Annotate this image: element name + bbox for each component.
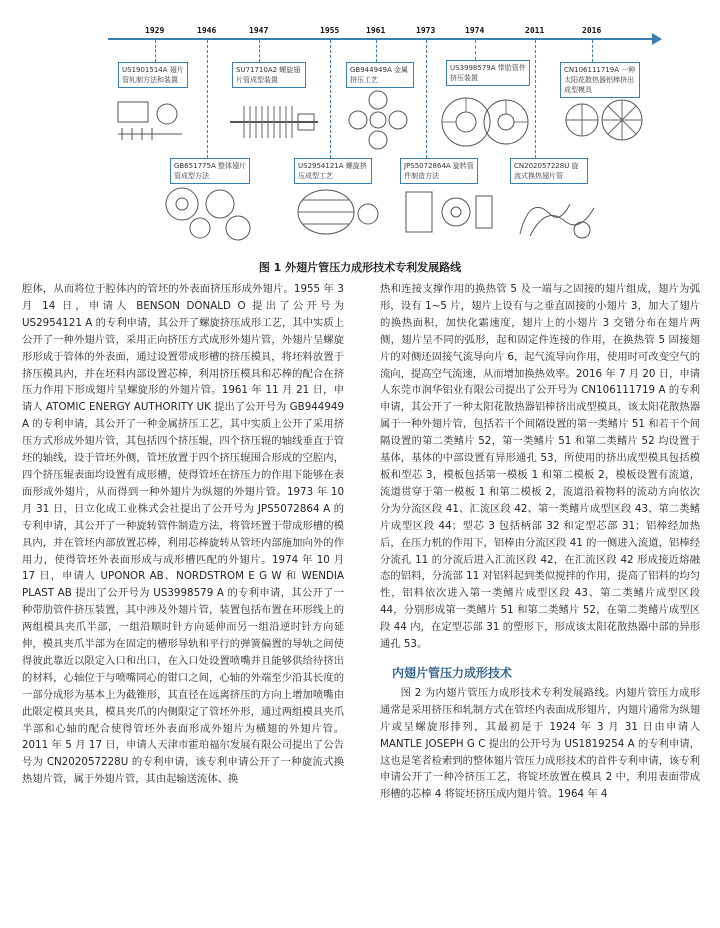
section-heading: 内翅片管压力成形技术 [392, 665, 513, 680]
patent-drawing-1947 [226, 92, 322, 152]
patent-box-2016: CN106111719A 一种太阳花散热器铝棒挤出成型模具 [560, 62, 640, 98]
connector-line [535, 40, 537, 158]
body-paragraph: 热和连接支撑作用的换热管 5 及一端与之固接的翅片组成，翅片为弧形，设有 1~5 片，翅片上设有与之垂直固接的小翅片 3，加大了翅片的换热面积，加快化霜速度，翅片上的小翅片 3 交错分布在翅片两侧，翅片呈不同的弧形，起和固定件连接的作用，在换热管 5 固接翅片的对侧还固接气流导向片 6，起气流导向作用，使用时可改变空气的流向，提高空气流速，从而增加换热效率。2016 年 7 月 20 日，申请人东莞市润华铝业有限公司提出了公开号为 CN106111719 A 的专利申请，其公开了一种太阳花散热器铝棒挤出成型模具，该太阳花散热器属于一种外翅片管，包括若干个间隔设置的第一类鳍片 51 和若干个间隔设置的第二类鳍片 52，第一类鳍片 51 和第二类鳍片 52 均设置于基体，基体的中部设置有异形通孔 53，所使用的挤出成型模具包括模板和型芯 3，模板包括第一模板 1 和第二模板 2，模板设置有流道，流道贯穿于第一模板 1 和第二模板 2，流道沿着物料的流动方向依次分为分流区段 41、汇流区段 42、第一类鳍片成型区段 43、第二类鳍片成型区段 44；型芯 3 包括柄部 32 和定型芯部 31；铝棒经加热后，在压力机的作用下，铝棒由分流区段 41 的一侧进入流道，铝棒经分流孔 11 的分流后进入汇流区段 42，在汇流区段 42 形成接近熔融态的铝料，分流部 11 对铝料起到类似搅拌的作用，提高了铝料的均匀性，铝料依次进入第一类鳍片成型区段 43、第二类鳍片成型区段 44，分别形成第一类鳍片 51 和第二类鳍片 52，在第二类鳍片成型区段 44 内，在定型芯部 31 的塑形下，形成该太阳花散热器中部的异形通孔 53。 [380, 283, 700, 651]
figure-caption: 图 1 外翅片管压力成形技术专利发展路线 [258, 261, 462, 274]
patent-box-1929: US1901514A 翅片管轧制方法和装置 [118, 62, 188, 88]
connector-line [259, 40, 261, 62]
connector-line [155, 40, 157, 62]
body-paragraph: 腔体，从而将位于腔体内的管坯的外表面挤压形成外翅片。1955 年 3 月 14 日，申请人 BENSON DONALD O 提出了公开号为 US2954121 A 的专利申请，其公开了螺旋挤压成形工艺，其中实质上公开了一种外翅片管，采用正向挤压方式成形外翅片管，外翅片呈螺旋形形成于管体的外表面，通过设置带成形槽的挤压模具，将坯料放置于挤压模具内，并在坯料内部设置芯棒，利用挤压模具和芯棒的配合在挤压力作用下形成翅片呈螺旋形的外翅片管。1961 年 11 月 21 日，申请人 ATOMIC ENERGY AUTHORITY UK 提出了公开号为 GB944949 A 的专利申请，其公开了一种金属挤压工艺，其中实质上公开了采用挤压方式形成外翅片管，其包括四个挤压辊，四个挤压辊的轴线垂直于管坯的轴线，设于管坯外侧，管坯放置于四个挤压辊围合形成的空腔内，四个挤压辊表面均设置有成形槽，使得管坯在挤压力的作用下能够在表面形成外翅片，从而得到一种外翅片为纵翅的外翅片管。1973 年 10 月 31 日，日立化成工业株式会社提出了公开号为 JPS5072864 A 的专利申请，其公开了一种旋转管件制造方法，将管坯置于带成形槽的模具内，并在管坯内部放置芯棒，利用芯棒旋转从管坯内部施加向外的作用力，使得管坯外表面形成与成形槽匹配的外翅片。1974 年 10 月 17 日，申请人 UPONOR AB、NORDSTROM E G W 和 WENDIA PLAST AB 提出了公开号为 US3998579 A 的专利申请，其公开了一种带肋管件挤压装置，其中涉及外翅片管，装置包括布置在环形线上的两组模具夹爪半部，一组沿顺时针方向延伸而另一组沿逆时针方向延伸，模具夹爪半部为在固定的槽形导轨和平行的弹簧偏置的导轨之间使得彼此靠近以限定入口和出口，在入口处设置喷嘴并且能够供给待挤出的材料，心轴位于与喷嘴同心的钳口之间，心轴的外端至少沿其长度的一部分成形为基本上为截锥形，其直径在远离挤压的方向上增加喷嘴由此限定模具夹具，模具夹爪的内侧限定了管坯外形，通过两组模具夹爪半部和心轴的配合使得管坯外表面形成外翅片为横翅的外翅片管。2011 年 5 月 17 日，申请人天津市霍珀福尔发展有限公司提出了公告号为 CN202057228U 的专利申请，该专利申请公开了一种旋流式换热翅片管，属于外翅片管，其由起输送流体、换 [22, 283, 344, 786]
connector-line [376, 40, 378, 62]
patent-drawing-2011 [510, 184, 606, 246]
patent-box-1974: US3998579A 带肋管件挤压装置 [446, 60, 530, 86]
patent-box-1947: SU71710A2 螺旋翅片管成型装置 [232, 62, 306, 88]
patent-route-figure [0, 0, 720, 280]
patent-drawing-2016 [560, 88, 646, 154]
year-label: 1961 [366, 26, 386, 35]
year-label: 1929 [145, 26, 165, 35]
patent-box-1961: GB944949A 金属挤压工艺 [346, 62, 414, 88]
year-label: 2011 [525, 26, 545, 35]
left-text-column [22, 281, 344, 788]
patent-drawing-1929 [112, 94, 192, 150]
patent-box-1946: GB651775A 整体翅片管成型方法 [170, 158, 250, 184]
timeline-arrow [652, 33, 662, 45]
connector-line [475, 40, 477, 60]
body-paragraph: 图 2 为内翅片管压力成形技术专利发展路线。内翅片管压力成形通常是采用挤压和轧制方式在管坯内表面成形翅片，内翅片通常为纵翅片或呈螺旋形排列，其最初是于 1924 年 3 月 31 日由申请人 MANTLE JOSEPH G C 提出的公开号为 US1819254 A 的专利申请，这也是笔者检索到的整体翅片管压力成形技术的首件专利申请，该专利申请公开了一种冷挤压工艺，将锭坯放置在模具 2 中，利用表面带成形槽的芯棒 4 将锭坯挤压成内翅片管。1964 年 4 [380, 686, 700, 801]
year-label: 2016 [582, 26, 602, 35]
patent-drawing-1946 [160, 182, 260, 242]
patent-drawing-1961 [346, 90, 410, 150]
connector-line [426, 40, 428, 158]
connector-line [207, 40, 209, 158]
year-label: 1973 [416, 26, 436, 35]
year-label: 1955 [320, 26, 340, 35]
right-text-column [380, 281, 700, 803]
connector-line [330, 40, 332, 158]
patent-box-1955: US2954121A 螺旋挤压成型工艺 [294, 158, 372, 184]
patent-drawing-1955 [292, 184, 382, 244]
patent-drawing-1974 [436, 88, 532, 154]
year-label: 1974 [465, 26, 485, 35]
timeline-axis [108, 38, 656, 40]
year-label: 1946 [197, 26, 217, 35]
patent-box-1973: JPS5072864A 旋转管件制造方法 [400, 158, 478, 184]
year-label: 1947 [249, 26, 269, 35]
connector-line [592, 40, 594, 62]
patent-drawing-1973 [400, 182, 496, 244]
patent-box-2011: CN202057228U 旋流式换热翅片管 [510, 158, 588, 184]
